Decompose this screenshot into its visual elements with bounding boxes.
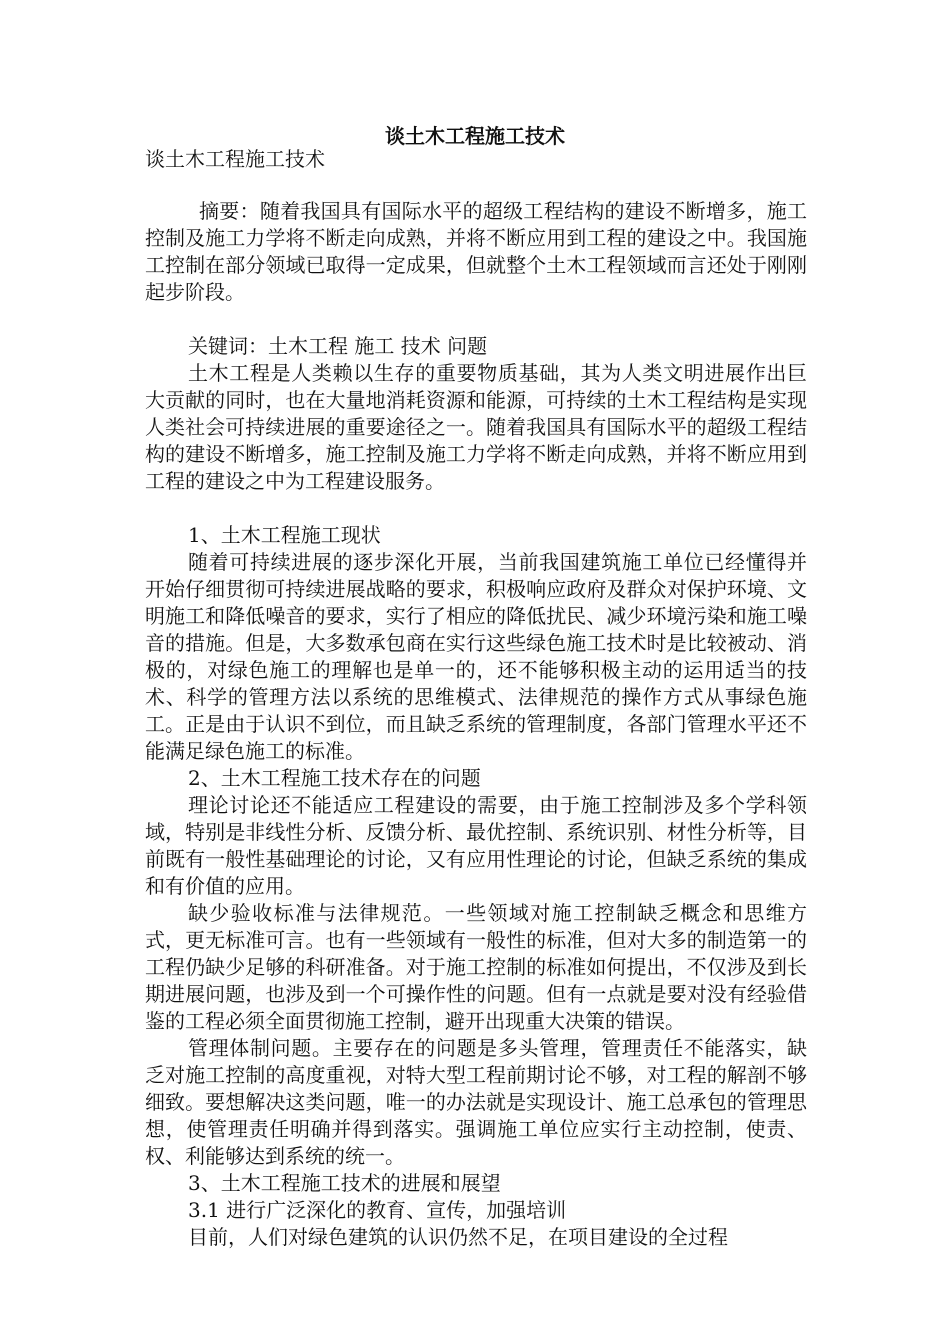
section-3-1-heading: 3.1 进行广泛深化的教育、宣传，加强培训 bbox=[188, 1198, 567, 1222]
section-2-paragraph-3: 管理体制问题。主要存在的问题是多头管理，管理责任不能落实，缺乏对施工控制的高度重视，对特大型工程前期讨论不够，对工程的解剖不够细致。要想解决这类问题，唯一的办法就是实现设计、施工总承包的管理思想，使管理责任明确并得到落实。强调施工单位应实行主动控制，使责、权、利能够达到系统的统一。 bbox=[145, 1036, 807, 1168]
document-title: 谈土木工程施工技术 bbox=[385, 124, 565, 148]
section-2-heading: 2、土木工程施工技术存在的问题 bbox=[188, 766, 481, 790]
section-2-paragraph-1: 理论讨论还不能适应工程建设的需要，由于施工控制涉及多个学科领域，特别是非线性分析、反馈分析、最优控制、系统识别、材性分析等，目前既有一般性基础理论的讨论，又有应用性理论的讨论，但缺乏系统的集成和有价值的应用。 bbox=[145, 793, 807, 898]
section-3-1-paragraph: 目前，人们对绿色建筑的认识仍然不足，在项目建设的全过程 bbox=[188, 1225, 728, 1249]
keywords-line: 关键词：土木工程 施工 技术 问题 bbox=[188, 334, 488, 358]
abstract-paragraph: 摘要：随着我国具有国际水平的超级工程结构的建设不断增多，施工控制及施工力学将不断走向成熟，并将不断应用到工程的建设之中。我国施工控制在部分领域已取得一定成果，但就整个土木工程领域而言还处于刚刚起步阶段。 bbox=[145, 199, 807, 304]
section-1-paragraph: 随着可持续进展的逐步深化开展，当前我国建筑施工单位已经懂得并开始仔细贯彻可持续进展战略的要求，积极响应政府及群众对保护环境、文明施工和降低噪音的要求，实行了相应的降低扰民、减少环境污染和施工噪音的措施。但是，大多数承包商在实行这些绿色施工技术时是比较被动、消极的，对绿色施工的理解也是单一的，还不能够积极主动的运用适当的技术、科学的管理方法以系统的思维模式、法律规范的操作方式从事绿色施工。正是由于认识不到位，而且缺乏系统的管理制度，各部门管理水平还不能满足绿色施工的标准。 bbox=[145, 550, 807, 763]
intro-paragraph: 土木工程是人类赖以生存的重要物质基础，其为人类文明进展作出巨大贡献的同时，也在大量地消耗资源和能源，可持续的土木工程结构是实现人类社会可持续进展的重要途径之一。随着我国具有国际水平的超级工程结构的建设不断增多，施工控制及施工力学将不断走向成熟，并将不断应用到工程的建设之中为工程建设服务。 bbox=[145, 361, 807, 493]
section-2-paragraph-2: 缺少验收标准与法律规范。一些领域对施工控制缺乏概念和思维方式，更无标准可言。也有一些领域有一般性的标准，但对大多的制造第一的工程仍缺少足够的科研准备。对于施工控制的标准如何提出，不仅涉及到长期进展问题，也涉及到一个可操作性的问题。但有一点就是要对没有经验借鉴的工程必须全面贯彻施工控制，避开出现重大决策的错误。 bbox=[145, 901, 807, 1033]
blank-line bbox=[145, 495, 807, 522]
document-body bbox=[145, 198, 807, 1251]
section-1-heading: 1、土木工程施工现状 bbox=[188, 523, 381, 547]
document-subtitle: 谈土木工程施工技术 bbox=[145, 147, 325, 171]
blank-line bbox=[145, 306, 807, 333]
section-3-heading: 3、土木工程施工技术的进展和展望 bbox=[188, 1171, 501, 1195]
